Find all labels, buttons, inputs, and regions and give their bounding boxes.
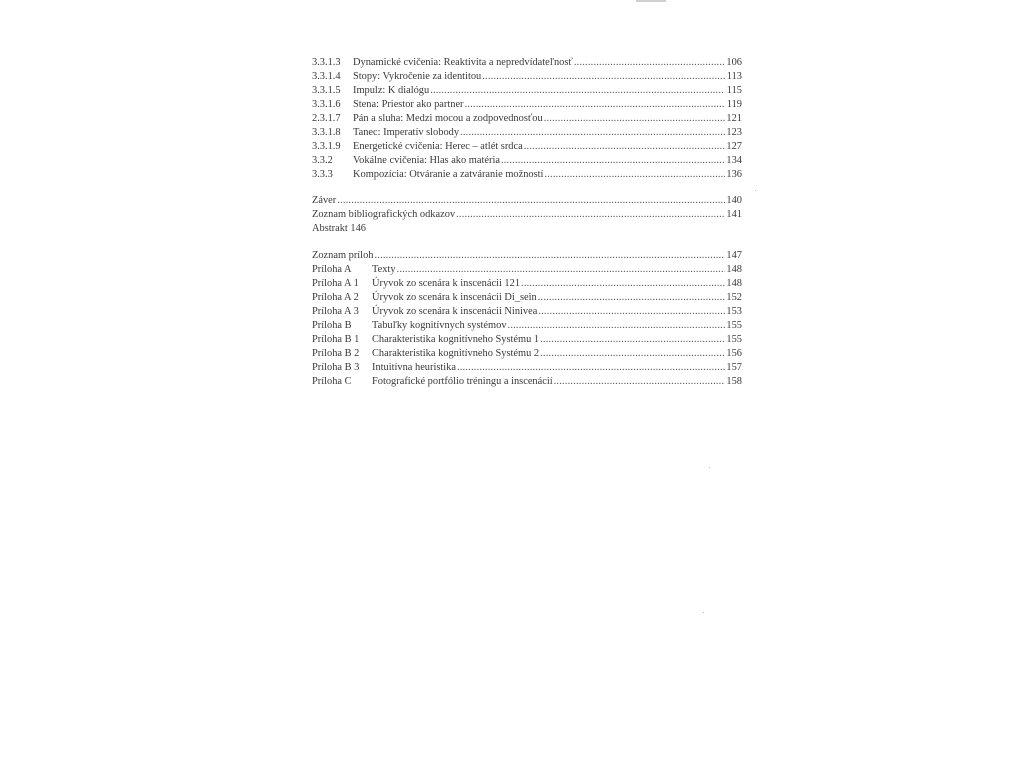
dot-leader bbox=[544, 112, 725, 126]
entry-page: 121 bbox=[726, 113, 742, 124]
dot-leader bbox=[482, 70, 725, 84]
dot-leader bbox=[538, 305, 725, 319]
entry-number: 3.3.1.6 bbox=[312, 99, 341, 110]
toc-entry-appendix-b1[interactable] bbox=[312, 333, 742, 347]
scan-speck bbox=[709, 467, 710, 468]
entry-label: Príloha B 3 bbox=[312, 362, 360, 373]
entry-page: 113 bbox=[726, 71, 742, 82]
toc-entry-abstract[interactable] bbox=[312, 222, 742, 236]
entry-title: Texty bbox=[372, 264, 396, 275]
dot-leader bbox=[554, 375, 725, 389]
toc-entry-3-3-1-6[interactable] bbox=[312, 98, 742, 112]
dot-leader bbox=[524, 140, 725, 154]
entry-page: 148 bbox=[726, 264, 742, 275]
entry-number: 3.3.2 bbox=[312, 155, 333, 166]
dot-leader bbox=[397, 263, 725, 277]
entry-number: 3.3.1.9 bbox=[312, 141, 341, 152]
entry-title: Vokálne cvičenia: Hlas ako matéria bbox=[353, 155, 500, 166]
toc-entry-3-3-1-9[interactable] bbox=[312, 140, 742, 154]
entry-page: 147 bbox=[726, 250, 742, 261]
entry-number: 3.3.1.3 bbox=[312, 57, 341, 68]
entry-title: Impulz: K dialógu bbox=[353, 85, 430, 96]
entry-title: Zoznam bibliografických odkazov bbox=[312, 209, 456, 220]
section-gap bbox=[312, 182, 742, 194]
toc-entry-appendix-a3[interactable] bbox=[312, 305, 742, 319]
entry-title: Záver bbox=[312, 195, 337, 206]
dot-leader bbox=[574, 56, 725, 70]
toc-entry-appendix-b[interactable] bbox=[312, 319, 742, 333]
entry-title: Pán a sluha: Medzi mocou a zodpovednosťou bbox=[353, 113, 543, 124]
dot-leader bbox=[457, 361, 725, 375]
entry-title: Úryvok zo scenára k inscenácii 121 bbox=[372, 278, 521, 289]
toc-entry-appendix-a[interactable] bbox=[312, 263, 742, 277]
table-of-contents bbox=[312, 56, 742, 389]
entry-page: 158 bbox=[726, 376, 742, 387]
entry-title: Charakteristika kognitívneho Systému 1 bbox=[372, 334, 540, 345]
scan-edge-mark bbox=[636, 0, 666, 2]
toc-entry-appendix-c[interactable] bbox=[312, 375, 742, 389]
dot-leader bbox=[374, 249, 725, 263]
toc-entry-3-3-1-8[interactable] bbox=[312, 126, 742, 140]
entry-page: 152 bbox=[726, 292, 742, 303]
entry-title: Tabuľky kognitívnych systémov bbox=[372, 320, 507, 331]
entry-title: Zoznam príloh bbox=[312, 250, 374, 261]
entry-title: Stopy: Vykročenie za identitou bbox=[353, 71, 482, 82]
dot-leader bbox=[540, 347, 725, 361]
toc-entry-appendix-a2[interactable] bbox=[312, 291, 742, 305]
entry-label: Príloha B bbox=[312, 320, 352, 331]
entry-label: Príloha C bbox=[312, 376, 352, 387]
toc-entry-3-3-1-5[interactable] bbox=[312, 84, 742, 98]
toc-entry-3-3-2[interactable] bbox=[312, 154, 742, 168]
entry-number: 2.3.1.7 bbox=[312, 113, 341, 124]
entry-page: 155 bbox=[726, 320, 742, 331]
entry-page: 153 bbox=[726, 306, 742, 317]
entry-page: 156 bbox=[726, 348, 742, 359]
entry-page: 134 bbox=[726, 155, 742, 166]
entry-title: Energetické cvičenia: Herec – atlét srdca bbox=[353, 141, 523, 152]
scan-speck bbox=[755, 190, 756, 191]
dot-leader bbox=[337, 194, 725, 208]
entry-title: Abstrakt 146 bbox=[312, 223, 366, 234]
entry-title: Stena: Priestor ako partner bbox=[353, 99, 464, 110]
entry-title: Dynamické cvičenia: Reaktivita a nepredvídateľnosť bbox=[353, 57, 573, 68]
section-gap bbox=[312, 236, 742, 249]
entry-page: 136 bbox=[726, 169, 742, 180]
entry-label: Príloha A bbox=[312, 264, 352, 275]
entry-title: Intuitívna heuristika bbox=[372, 362, 456, 373]
dot-leader bbox=[540, 333, 725, 347]
toc-entry-2-3-1-7[interactable] bbox=[312, 112, 742, 126]
toc-entry-bibliography[interactable] bbox=[312, 208, 742, 222]
dot-leader bbox=[521, 277, 725, 291]
entry-label: Príloha B 1 bbox=[312, 334, 360, 345]
dot-leader bbox=[544, 168, 725, 182]
entry-page: 155 bbox=[726, 334, 742, 345]
entry-number: 3.3.3 bbox=[312, 169, 333, 180]
entry-number: 3.3.1.5 bbox=[312, 85, 341, 96]
entry-label: Príloha A 3 bbox=[312, 306, 359, 317]
dot-leader bbox=[460, 126, 725, 140]
dot-leader bbox=[430, 84, 725, 98]
toc-entry-3-3-3[interactable] bbox=[312, 168, 742, 182]
entry-title: Tanec: Imperatív slobody bbox=[353, 127, 460, 138]
entry-title: Úryvok zo scenára k inscenácii Di_sein bbox=[372, 292, 537, 303]
entry-label: Príloha A 2 bbox=[312, 292, 359, 303]
toc-entry-appendix-b3[interactable] bbox=[312, 361, 742, 375]
toc-entry-conclusion[interactable] bbox=[312, 194, 742, 208]
entry-page: 106 bbox=[726, 57, 742, 68]
entry-label: Príloha A 1 bbox=[312, 278, 359, 289]
entry-page: 115 bbox=[726, 85, 742, 96]
entry-title: Kompozícia: Otváranie a zatváranie možností bbox=[353, 169, 544, 180]
entry-title: Charakteristika kognitívneho Systému 2 bbox=[372, 348, 540, 359]
toc-entry-appendix-a1[interactable] bbox=[312, 277, 742, 291]
toc-entry-3-3-1-4[interactable] bbox=[312, 70, 742, 84]
toc-entry-appendix-list[interactable] bbox=[312, 249, 742, 263]
entry-page: 127 bbox=[726, 141, 742, 152]
entry-page: 123 bbox=[726, 127, 742, 138]
toc-entry-appendix-b2[interactable] bbox=[312, 347, 742, 361]
scan-speck bbox=[703, 612, 704, 613]
entry-number: 3.3.1.4 bbox=[312, 71, 341, 82]
entry-number: 3.3.1.8 bbox=[312, 127, 341, 138]
dot-leader bbox=[456, 208, 725, 222]
entry-title: Fotografické portfólio tréningu a inscenácií bbox=[372, 376, 553, 387]
dot-leader bbox=[508, 319, 725, 333]
entry-title: Úryvok zo scenára k inscenácii Ninivea bbox=[372, 306, 538, 317]
entry-page: 119 bbox=[726, 99, 742, 110]
dot-leader bbox=[465, 98, 725, 112]
entry-page: 141 bbox=[726, 209, 742, 220]
entry-page: 157 bbox=[726, 362, 742, 373]
entry-page: 140 bbox=[726, 195, 742, 206]
entry-label: Príloha B 2 bbox=[312, 348, 360, 359]
toc-entry-3-3-1-3[interactable] bbox=[312, 56, 742, 70]
dot-leader bbox=[501, 154, 725, 168]
dot-leader bbox=[538, 291, 725, 305]
entry-page: 148 bbox=[726, 278, 742, 289]
